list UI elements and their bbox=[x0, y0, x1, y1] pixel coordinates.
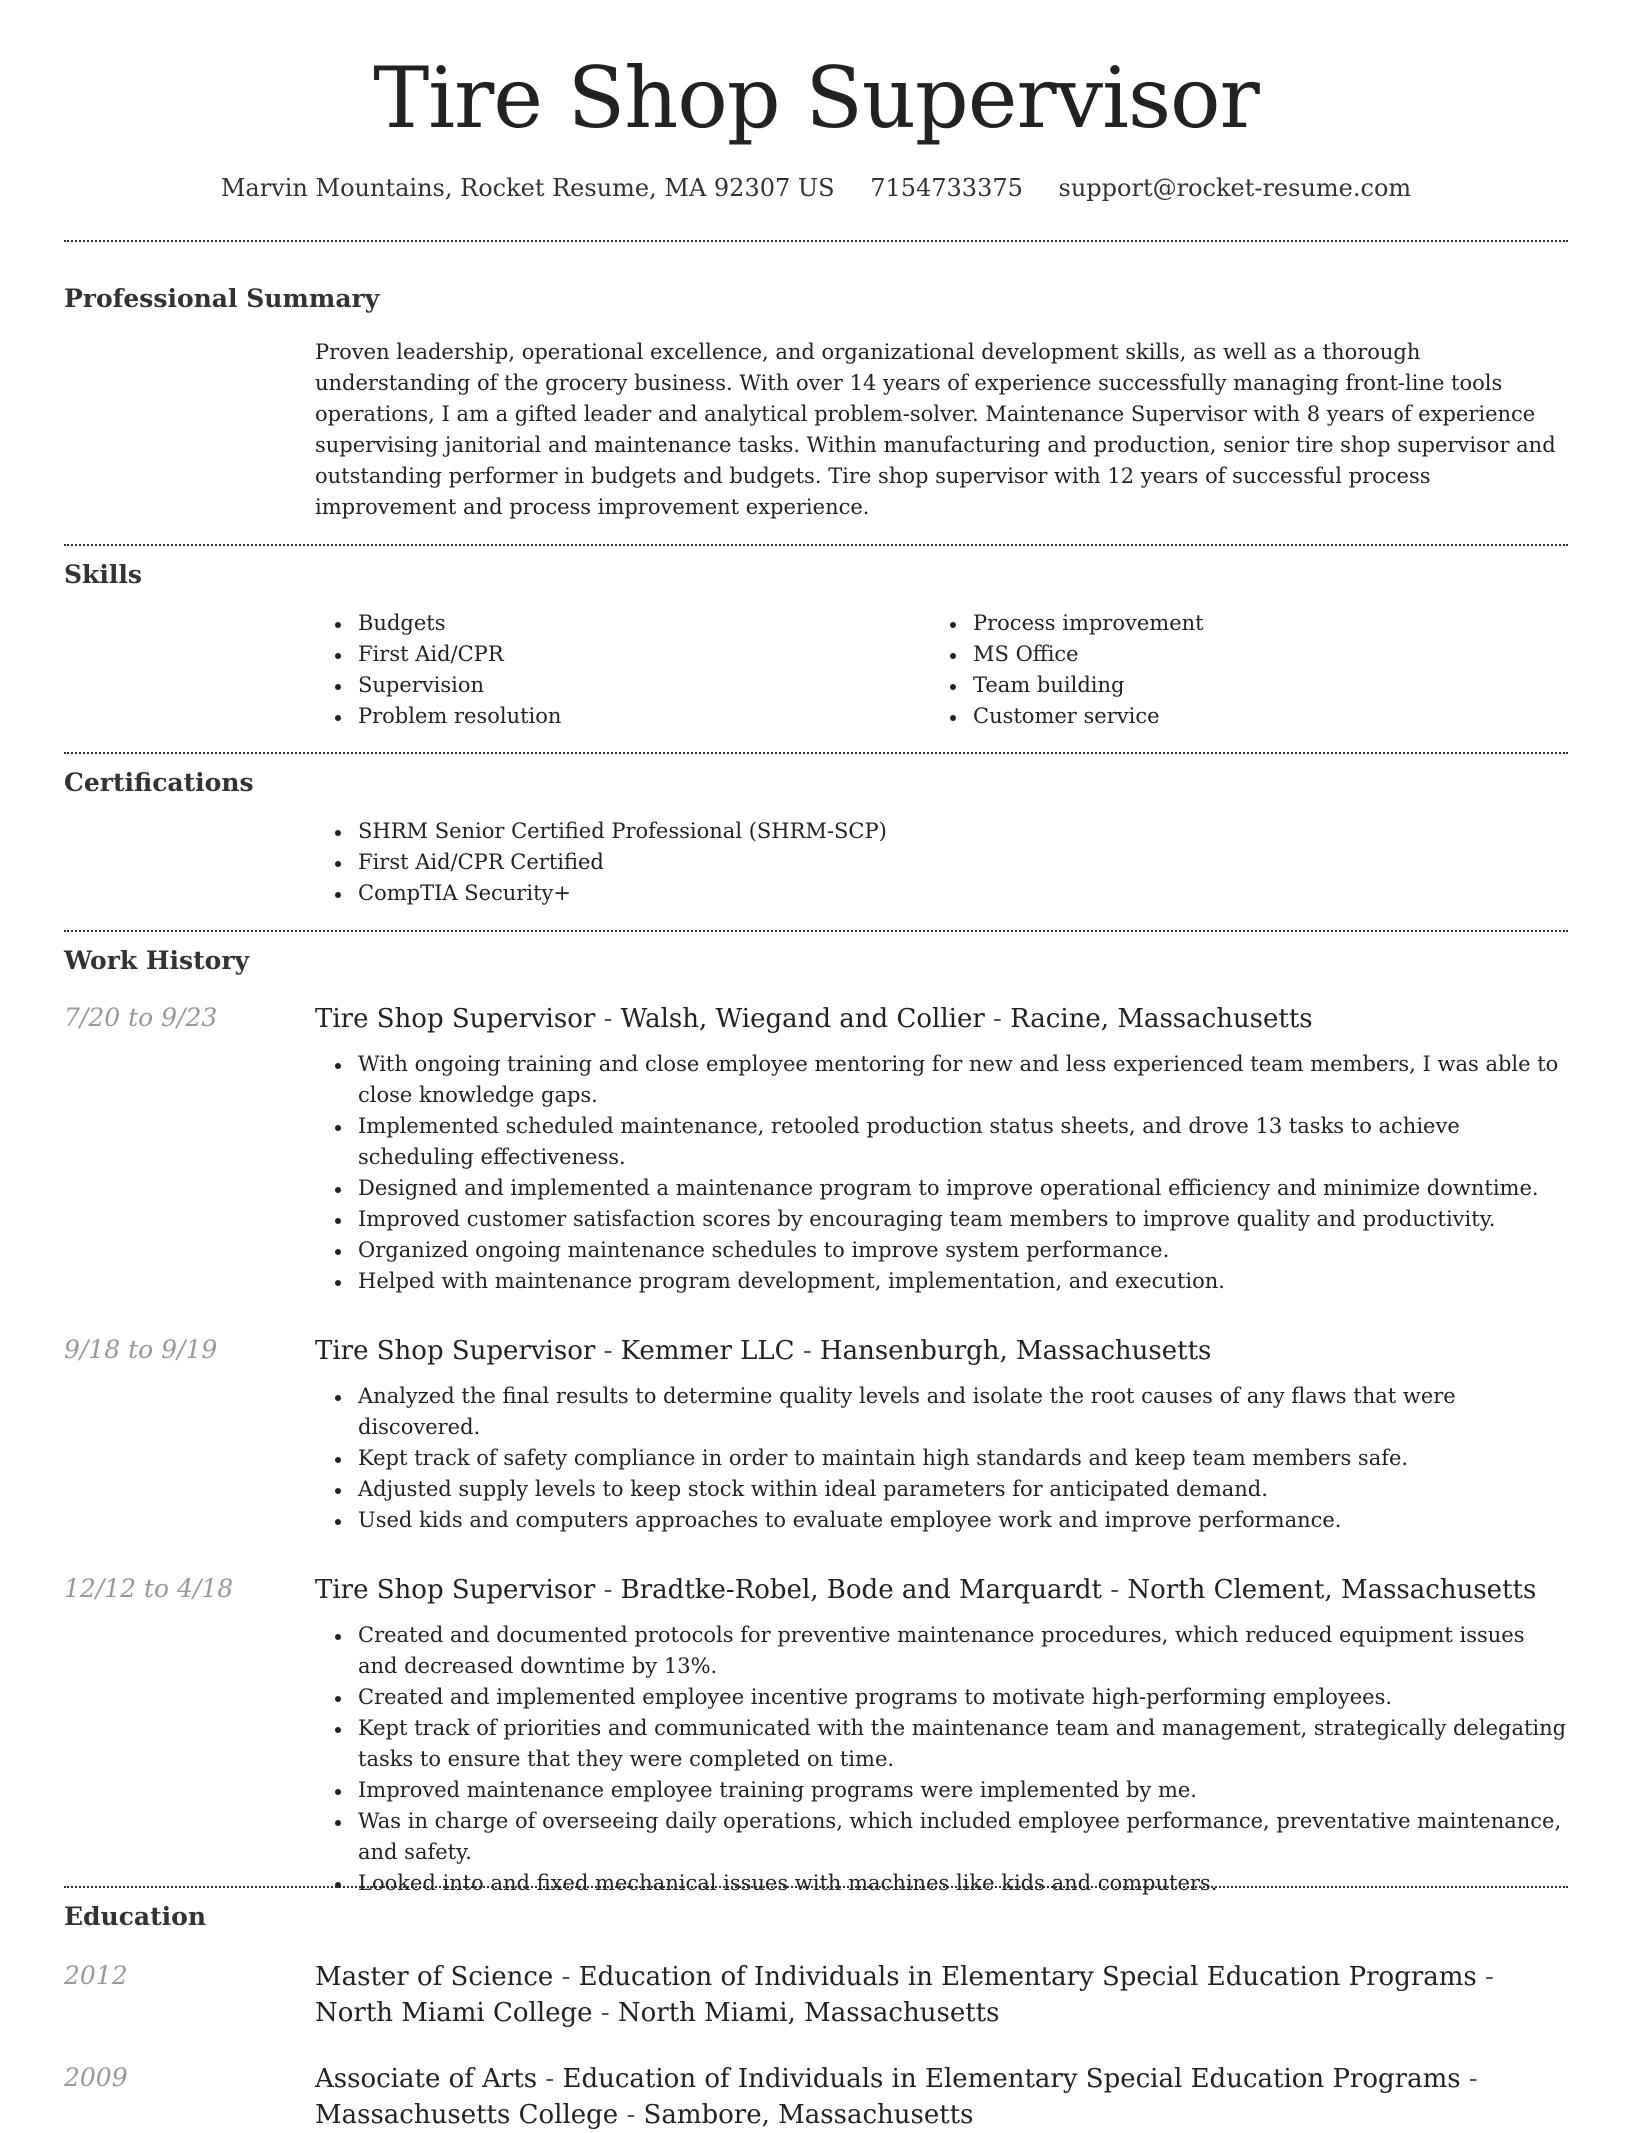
resume-name: Tire Shop Supervisor bbox=[373, 49, 1259, 147]
skills-list-right bbox=[930, 608, 1545, 732]
job-bullet: Used kids and computers approaches to evaluate employee work and improve performance. bbox=[315, 1505, 1568, 1536]
education-year: 2009 bbox=[64, 2063, 128, 2092]
skills-title: Skills bbox=[64, 560, 142, 589]
job-bullet: Adjusted supply levels to keep stock within ideal parameters for anticipated demand. bbox=[315, 1474, 1568, 1505]
job-entry bbox=[64, 1001, 1568, 1297]
job-bullet: Organized ongoing maintenance schedules to improve system performance. bbox=[315, 1235, 1568, 1266]
education-location: Sambore, Massachusetts bbox=[643, 2100, 974, 2130]
job-location: Hansenburgh, Massachusetts bbox=[819, 1336, 1212, 1366]
job-bullet: Created and documented protocols for preventive maintenance procedures, which reduced equipment issues and decreased downtime by 13%. bbox=[315, 1620, 1568, 1682]
job-title-line: Tire Shop Supervisor - Walsh, Wiegand and Collier - Racine, Massachusetts bbox=[315, 1004, 1313, 1034]
job-bullet: Kept track of safety compliance in order to maintain high standards and keep team members safe. bbox=[315, 1443, 1568, 1474]
job-bullet: Improved customer satisfaction scores by encouraging team members to improve quality and productivity. bbox=[315, 1204, 1568, 1235]
contact-email: support@rocket-resume.com bbox=[1058, 174, 1412, 202]
education-school: North Miami College bbox=[315, 1998, 593, 2028]
contact-phone: 7154733375 bbox=[870, 174, 1023, 202]
certification-item: CompTIA Security+ bbox=[315, 878, 1568, 909]
certifications-list bbox=[315, 816, 1568, 909]
job-bullet: With ongoing training and close employee mentoring for new and less experienced team members, I was able to close knowledge gaps. bbox=[315, 1049, 1568, 1111]
job-location: North Clement, Massachusetts bbox=[1127, 1575, 1537, 1605]
job-bullets bbox=[315, 1620, 1568, 1899]
skills-grid bbox=[315, 608, 1568, 732]
job-date: 12/12 to 4/18 bbox=[64, 1574, 234, 1603]
job-main bbox=[315, 1001, 1568, 1297]
skills-list-left bbox=[315, 608, 930, 732]
job-date: 9/18 to 9/19 bbox=[64, 1335, 218, 1364]
certifications-section bbox=[64, 754, 1568, 930]
skill-item: First Aid/CPR bbox=[315, 639, 930, 670]
work-history-title: Work History bbox=[64, 946, 250, 975]
skill-item: Problem resolution bbox=[315, 701, 930, 732]
job-date: 7/20 to 9/23 bbox=[64, 1003, 218, 1032]
summary-title: Professional Summary bbox=[64, 284, 380, 313]
education-entry bbox=[64, 1959, 1568, 2031]
skill-item: Process improvement bbox=[930, 608, 1545, 639]
education-degree: Associate of Arts bbox=[315, 2064, 538, 2094]
job-bullet: Improved maintenance employee training programs were implemented by me. bbox=[315, 1775, 1568, 1806]
job-bullets bbox=[315, 1381, 1568, 1536]
job-role: Tire Shop Supervisor bbox=[315, 1004, 596, 1034]
job-bullet: Designed and implemented a maintenance program to improve operational efficiency and minimize downtime. bbox=[315, 1173, 1568, 1204]
skill-item: Customer service bbox=[930, 701, 1545, 732]
job-role: Tire Shop Supervisor bbox=[315, 1575, 596, 1605]
job-bullet: Created and implemented employee incentive programs to motivate high-performing employees. bbox=[315, 1682, 1568, 1713]
job-main bbox=[315, 1572, 1568, 1899]
skill-item: Supervision bbox=[315, 670, 930, 701]
resume-page bbox=[64, 0, 1568, 2133]
summary-text: Proven leadership, operational excellence, and organizational development skills, as well as a thorough understanding of the grocery business. With over 14 years of experience successfully managing front-line tools operations, I am a gifted leader and analytical problem-solver. Maintenance Supervisor with 8 years of experience supervising janitorial and maintenance tasks. Within manufacturing and production, senior tire shop supervisor and outstanding performer in budgets and budgets. Tire shop supervisor with 12 years of successful process improvement and process improvement experience. bbox=[315, 340, 1556, 519]
education-degree: Master of Science bbox=[315, 1962, 554, 1992]
education-title-line: Master of Science - Education of Individuals in Elementary Special Education Programs - North Miami College - North Miami, Massachusetts bbox=[315, 1962, 1494, 2028]
job-bullet: Looked into and fixed mechanical issues with machines like kids and computers. bbox=[315, 1868, 1568, 1899]
job-main bbox=[315, 1333, 1568, 1536]
job-bullets bbox=[315, 1049, 1568, 1297]
job-location: Racine, Massachusetts bbox=[1010, 1004, 1313, 1034]
certification-item: SHRM Senior Certified Professional (SHRM-SCP) bbox=[315, 816, 1568, 847]
education-year: 2012 bbox=[64, 1961, 128, 1990]
education-field: Education of Individuals in Elementary Special Education Programs bbox=[578, 1962, 1477, 1992]
job-company: Walsh, Wiegand and Collier bbox=[620, 1004, 985, 1034]
job-bullet: Was in charge of overseeing daily operations, which included employee performance, preventative maintenance, and safety. bbox=[315, 1806, 1568, 1868]
contact-address: Marvin Mountains, Rocket Resume, MA 92307 US bbox=[220, 174, 835, 202]
education-main bbox=[315, 2061, 1568, 2133]
certification-item: First Aid/CPR Certified bbox=[315, 847, 1568, 878]
skill-item: MS Office bbox=[930, 639, 1545, 670]
job-company: Bradtke-Robel, Bode and Marquardt bbox=[620, 1575, 1102, 1605]
education-field: Education of Individuals in Elementary Special Education Programs bbox=[562, 2064, 1461, 2094]
education-section bbox=[64, 1888, 1568, 2133]
contact-line bbox=[64, 152, 1568, 240]
education-main bbox=[315, 1959, 1568, 2031]
education-location: North Miami, Massachusetts bbox=[617, 1998, 1000, 2028]
skill-item: Budgets bbox=[315, 608, 930, 639]
education-school: Massachusetts College bbox=[315, 2100, 619, 2130]
education-title-line: Associate of Arts - Education of Individuals in Elementary Special Education Programs - Massachusetts College - Sambore, Massachusetts bbox=[315, 2064, 1478, 2130]
certifications-title: Certifications bbox=[64, 768, 254, 797]
skill-item: Team building bbox=[930, 670, 1545, 701]
job-title-line: Tire Shop Supervisor - Kemmer LLC - Hansenburgh, Massachusetts bbox=[315, 1336, 1212, 1366]
job-bullet: Analyzed the final results to determine quality levels and isolate the root causes of any flaws that were discovered. bbox=[315, 1381, 1568, 1443]
job-entry bbox=[64, 1333, 1568, 1536]
job-role: Tire Shop Supervisor bbox=[315, 1336, 596, 1366]
summary-section bbox=[64, 242, 1568, 544]
job-entry bbox=[64, 1572, 1568, 1899]
work-history-section bbox=[64, 932, 1568, 1895]
job-title-line: Tire Shop Supervisor - Bradtke-Robel, Bode and Marquardt - North Clement, Massachusetts bbox=[315, 1575, 1537, 1605]
job-bullet: Kept track of priorities and communicated with the maintenance team and management, strategically delegating tasks to ensure that they were completed on time. bbox=[315, 1713, 1568, 1775]
education-entry bbox=[64, 2061, 1568, 2133]
job-bullet: Helped with maintenance program development, implementation, and execution. bbox=[315, 1266, 1568, 1297]
skills-section bbox=[64, 546, 1568, 752]
education-title: Education bbox=[64, 1902, 207, 1931]
job-bullet: Implemented scheduled maintenance, retooled production status sheets, and drove 13 tasks to achieve scheduling effectiveness. bbox=[315, 1111, 1568, 1173]
job-company: Kemmer LLC bbox=[620, 1336, 795, 1366]
